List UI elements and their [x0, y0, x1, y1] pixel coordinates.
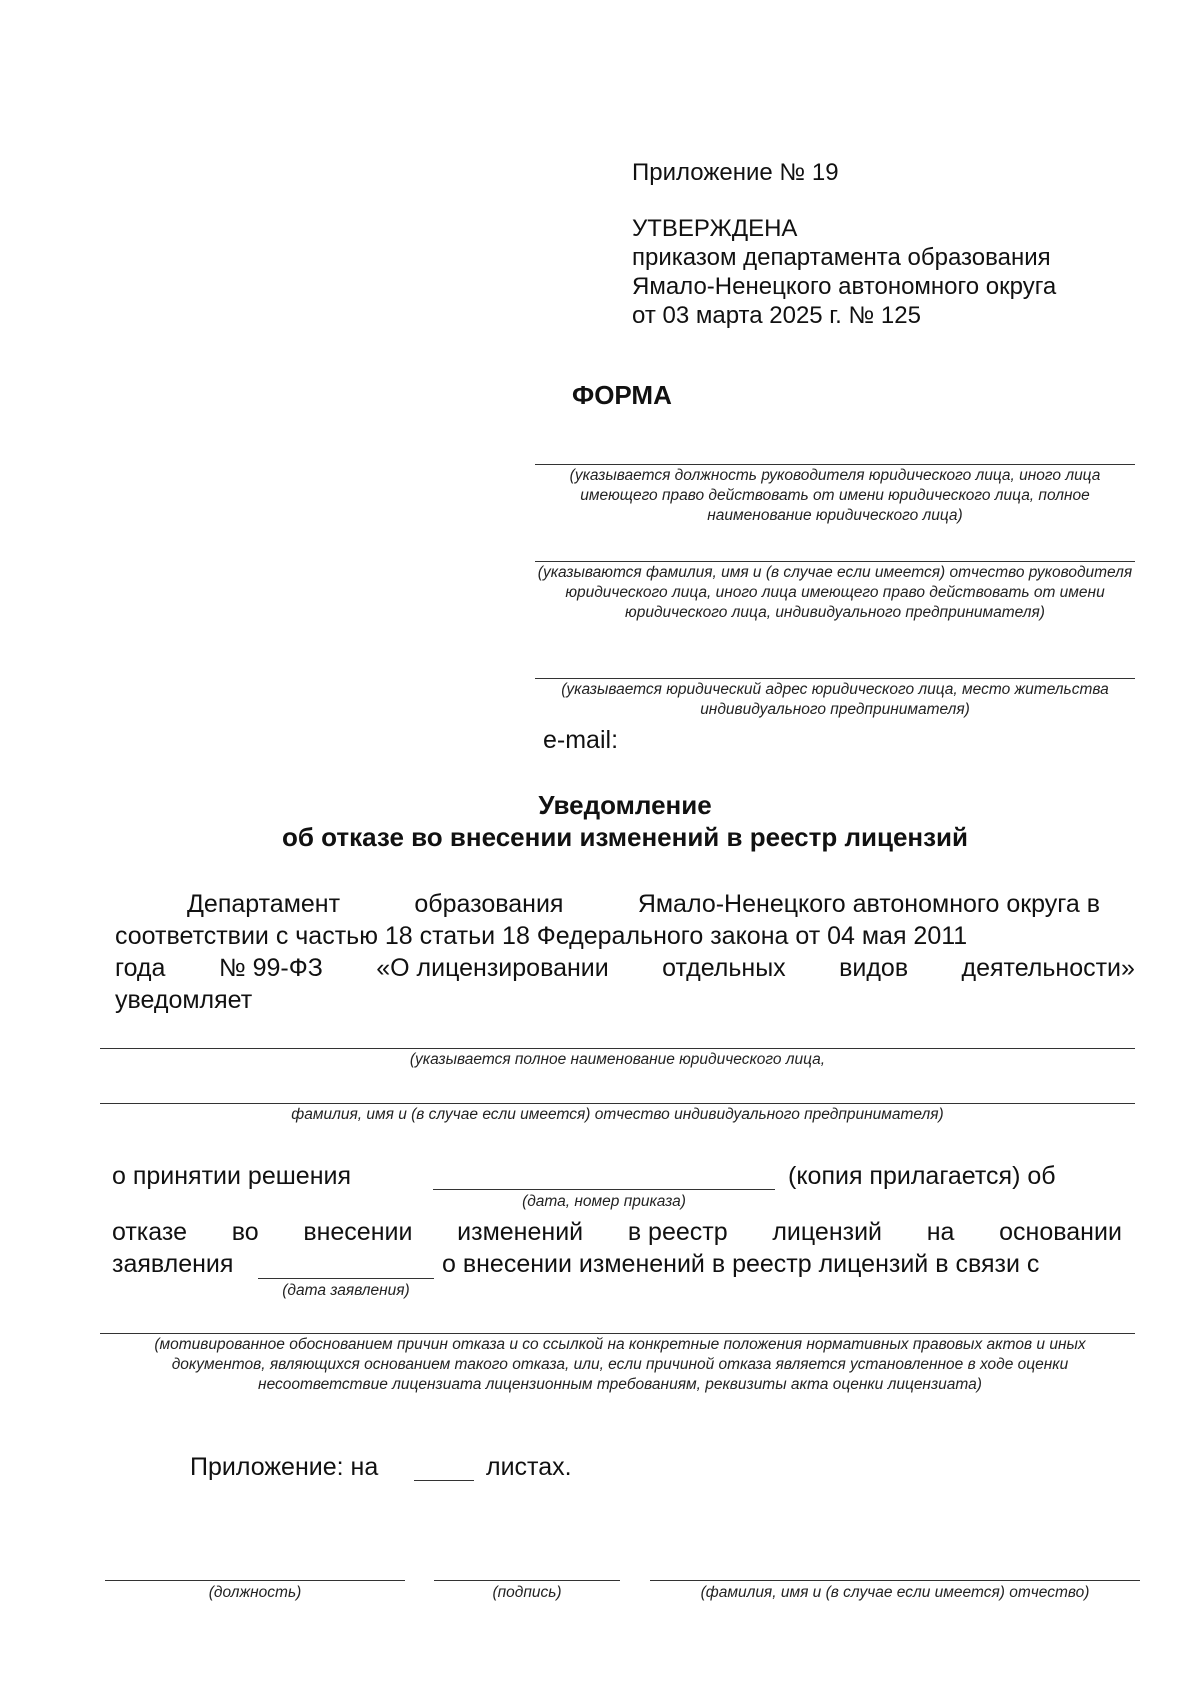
decision-word: лицензий — [772, 1218, 883, 1246]
recipient-line-1 — [100, 1048, 1135, 1049]
intro-word: Ямало-Ненецкого автономного округа в — [637, 890, 1100, 918]
intro-word: Департамент — [187, 890, 341, 918]
intro-word: № 99-ФЗ — [218, 954, 323, 982]
order-line-2: Ямало-Ненецкого автономного округа — [632, 273, 1057, 300]
application-date-note: (дата заявления) — [282, 1282, 410, 1299]
signature-name-line — [650, 1580, 1140, 1581]
attachment-prefix: Приложение: на — [190, 1453, 379, 1481]
appendix-number: Приложение № 19 — [632, 159, 839, 186]
document-title: Уведомление — [538, 790, 712, 820]
intro-line-3 — [115, 954, 1135, 983]
decision-line-3-suffix: о внесении изменений в реестр лицензий в связи с — [442, 1250, 1040, 1278]
order-line-3: от 03 марта 2025 г. № 125 — [632, 302, 921, 329]
signature-position-line — [105, 1580, 405, 1581]
decision-word: отказе — [112, 1218, 187, 1246]
intro-line-4: уведомляет — [115, 986, 253, 1014]
signature-position-note: (должность) — [208, 1584, 302, 1601]
recipient-line-2 — [100, 1103, 1135, 1104]
application-date-line — [258, 1278, 434, 1279]
reason-note: (мотивированное обоснованием причин отказа и со ссылкой на конкретные положения нормативных правовых актов и иных документов, являющихся основанием такого отказа, или, если причиной отказа является установленное в ходе оценки несоответствие лицензиата лицензионным требованиям, реквизиты акта оценки лицензиата) — [154, 1336, 1086, 1393]
form-label: ФОРМА — [572, 380, 672, 410]
decision-line-3-prefix: заявления — [112, 1250, 234, 1278]
order-line-1: приказом департамента образования — [632, 244, 1051, 271]
decision-word: изменений — [457, 1218, 584, 1246]
intro-word: образования — [414, 890, 564, 918]
intro-word: года — [115, 954, 166, 982]
signature-sign-line — [434, 1580, 620, 1581]
addressee-note-name: (указываются фамилия, имя и (в случае если имеется) отчество руководителя юридического лица, иного лица имеющего право действовать от имени юридического лица, индивидуального предпринимателя) — [537, 564, 1133, 621]
recipient-note-2: фамилия, имя и (в случае если имеется) отчество индивидуального предпринимателя) — [291, 1106, 944, 1123]
intro-word: видов — [839, 954, 909, 982]
addressee-note-position: (указывается должность руководителя юридического лица, иного лица имеющего право действовать от имени юридического лица, полное наименование юридического лица) — [569, 467, 1101, 524]
intro-line-2: соответствии с частью 18 статьи 18 Федерального закона от 04 мая 2011 — [115, 922, 968, 950]
signature-sign-note: (подпись) — [492, 1584, 562, 1601]
decision-word: в реестр — [627, 1218, 728, 1246]
decision-word: во — [231, 1218, 259, 1246]
decision-word: на — [926, 1218, 955, 1246]
intro-word: деятельности» — [961, 954, 1135, 982]
addressee-note-address: (указывается юридический адрес юридического лица, место жительства индивидуального предпринимателя) — [561, 681, 1109, 718]
position-line — [535, 464, 1135, 465]
decision-date-line — [433, 1189, 775, 1190]
address-line — [535, 678, 1135, 679]
intro-word: «О лицензировании — [376, 954, 609, 982]
decision-word: внесении — [303, 1218, 413, 1246]
decision-word: основании — [999, 1218, 1122, 1246]
intro-word: отдельных — [662, 954, 786, 982]
attachment-pages-line — [414, 1480, 474, 1481]
recipient-note-1: (указывается полное наименование юридического лица, — [409, 1051, 826, 1068]
document-subtitle: об отказе во внесении изменений в реестр лицензий — [281, 822, 969, 852]
intro-line-1 — [187, 890, 1100, 919]
approved-label: УТВЕРЖДЕНА — [632, 215, 798, 242]
decision-prefix: о принятии решения — [112, 1162, 352, 1190]
attachment-suffix: листах. — [486, 1453, 572, 1481]
signature-name-note: (фамилия, имя и (в случае если имеется) отчество) — [700, 1584, 1090, 1601]
name-line — [535, 561, 1135, 562]
decision-line-2 — [112, 1218, 1122, 1247]
decision-date-note: (дата, номер приказа) — [522, 1193, 686, 1210]
reason-line — [100, 1333, 1135, 1334]
email-label: e-mail: — [543, 726, 619, 754]
decision-suffix: (копия прилагается) об — [788, 1162, 1056, 1190]
